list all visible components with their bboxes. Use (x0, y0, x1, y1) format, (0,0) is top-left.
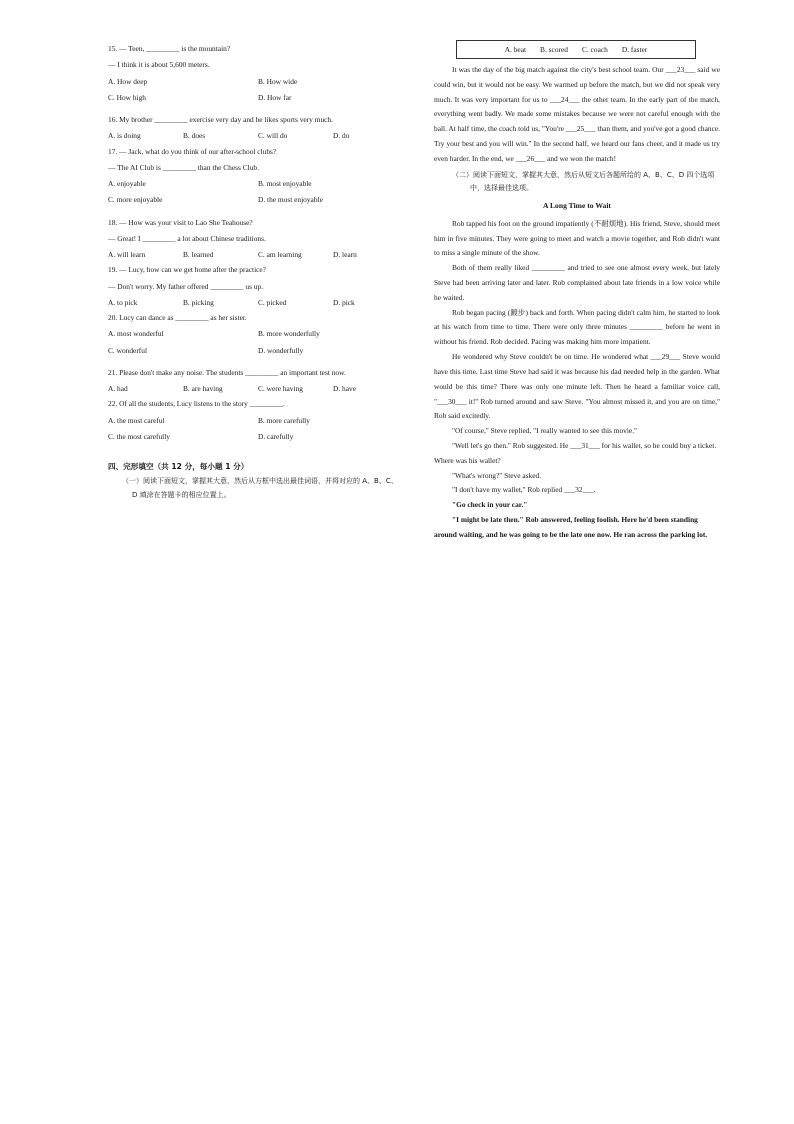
answer-option: A. enjoyable (108, 179, 146, 188)
question-number: 21. (108, 367, 118, 377)
question-text: — Teen, _________ is the mountain? (119, 44, 231, 53)
right-column (434, 40, 720, 543)
question-response: — The AI Club is _________ than the Chess Club. (108, 162, 259, 172)
word-option: C. coach (581, 44, 608, 54)
answer-option: A. most wonderful (108, 329, 164, 339)
answer-options (108, 298, 408, 307)
question-text: — How was your visit to Lao She Teahouse? (119, 217, 253, 227)
question-number: 20. (108, 313, 118, 322)
question-stem (108, 368, 408, 377)
answer-options (108, 77, 408, 110)
story-paragraph: Rob tapped his foot on the ground impatiently (不耐烦地). His friend, Steve, should meet him in five minutes. They were going to meet and watch a movie together, and Rob didn't want to miss a single minute of the show. (434, 218, 720, 258)
question-stem (108, 218, 408, 227)
word-option: A. beat (504, 44, 527, 54)
answer-option: D. pick (333, 297, 355, 307)
answer-option: C. am learning (258, 250, 302, 259)
question-text: Lucy can dance as _________ as her sister. (119, 313, 247, 322)
dialog-line: "I might be late then." Rob answered, feeling foolish. Here he'd been standing around waiting, and he was going to be the late one now. He ran across the parking lot. (434, 515, 708, 539)
answer-option: D. wonderfully (258, 345, 304, 355)
section-four-b-instruction-line-2: 中，选择最佳选项。 (470, 183, 533, 192)
dialog-line: "Well let's go then." Rob suggested. He ___31___ for his wallet, so he could buy a ticket. Where was his wallet? (434, 440, 717, 465)
story-paragraph: Both of them really liked _________ and tried to see one almost every week, but lately Steve had been arriving later and later. Rob complained about late friends in a low voice while he waited. (434, 263, 720, 302)
answer-option: D. learn (333, 250, 357, 259)
answer-options (108, 131, 408, 140)
question-stem (108, 147, 408, 156)
section-four-title: 四、完形填空（共 12 分，每小题 1 分） (108, 462, 249, 471)
question-18 (108, 218, 408, 260)
question-number: 16. (108, 115, 118, 124)
story-title: A Long Time to Wait (543, 201, 611, 211)
answer-option: B. are having (183, 384, 223, 393)
answer-option: D. the most enjoyable (258, 195, 323, 205)
answer-option: A. to pick (108, 297, 138, 307)
dialog-line: "I don't have my wallet," Rob replied ___32___. (452, 485, 596, 495)
answer-option: C. were having (258, 384, 303, 393)
answer-option: D. do (333, 131, 350, 141)
answer-option: B. most enjoyable (258, 179, 312, 188)
question-number: 17. (108, 146, 118, 156)
story-paragraphs (434, 217, 720, 424)
section-four-instruction (108, 475, 408, 502)
story-paragraph: Rob began pacing (踱步) back and forth. When pacing didn't calm him, he started to look at his watch from time to time. There were only three minutes _________ before he went in without his friend. Rob decided. Pacing was making him more impatient. (434, 307, 720, 347)
section-four-instruction-line-2: D 填涂在答题卡的相应位置上。 (132, 490, 231, 499)
question-number: 22. (108, 399, 118, 409)
answer-option: A. had (108, 384, 128, 393)
answer-option: A. will learn (108, 250, 146, 259)
cloze-passage-one (434, 63, 720, 167)
question-21 (108, 368, 408, 394)
answer-options (108, 329, 408, 362)
answer-option: B. more carefully (258, 415, 310, 425)
answer-option: C. wonderful (108, 345, 147, 355)
story-dialog (434, 424, 720, 543)
section-four-b-instruction (434, 169, 720, 196)
answer-option: B. How wide (258, 76, 298, 86)
answer-option: D. How far (258, 92, 292, 102)
story-paragraph: He wondered why Steve couldn't be on time. He wondered what ___29___ Steve would have this time. Last time Steve had said it was because his dad needed help in the garden. What would be this time? There was only one minute left. Then he heard a familiar voice call, "___30___ it!" Rob turned around and saw Steve. "You almost missed it, and you are on time," Rob said excitedly. (434, 352, 720, 421)
question-stem (108, 115, 408, 124)
question-stem (108, 399, 408, 408)
answer-option: B. learned (183, 250, 214, 259)
question-stem (108, 265, 408, 274)
question-response: — Don't worry. My father offered _________ us up. (108, 281, 264, 291)
word-box (456, 40, 696, 59)
question-stem (108, 313, 408, 322)
answer-option: B. more wonderfully (258, 329, 320, 339)
dialog-line: "What's wrong?" Steve asked. (452, 470, 542, 480)
grammar-questions (108, 44, 408, 448)
passage-paragraph: It was the day of the big match against the city's best school team. Our ___23___ said we could win, but it would not be easy. We warmed up before the match, but we did not speak very much. It was very important for us to ___24___ the other team. In the early part of the match, everything went badly. We made some mistakes because we were not careful enough with the ball. At half time, the coach told us, "You're ___25___ than them, and you've got a good chance. Try your best and you will win." In the second half, we heard our fans cheer, and it made us try even harder. In the end, we ___26___ and we won the match! (434, 65, 720, 163)
answer-options (108, 416, 408, 449)
question-15 (108, 44, 408, 109)
question-17 (108, 147, 408, 212)
answer-option: C. How high (108, 92, 146, 102)
question-number: 18. (108, 217, 118, 227)
question-20 (108, 313, 408, 362)
answer-option: C. the most carefully (108, 431, 170, 441)
question-text: Of all the students, Lucy listens to the story _________. (119, 399, 285, 409)
answer-options (108, 384, 408, 393)
answer-option: D. have (333, 384, 356, 393)
question-stem (108, 44, 408, 53)
question-16 (108, 115, 408, 141)
question-text: My brother _________ exercise very day and he likes sports very much. (119, 115, 333, 124)
question-response: — Great! I _________ a lot about Chinese traditions. (108, 233, 266, 243)
question-number: 19. (108, 265, 118, 275)
answer-option: C. picked (258, 297, 287, 307)
answer-option: C. will do (258, 131, 288, 141)
section-four-instruction-line-1: （一）阅读下面短文，掌握其大意，然后从方框中选出最佳词语，并将对应的 A、B、C、 (122, 477, 398, 486)
question-text: Please don't make any noise. The students _________ an important test now. (119, 367, 346, 377)
answer-options (108, 250, 408, 259)
answer-option: D. carefully (258, 431, 294, 441)
answer-option: A. How deep (108, 76, 148, 86)
word-option: B. scored (540, 44, 568, 54)
question-text: — Jack, what do you think of our after-school clubs? (119, 146, 277, 156)
word-option: D. faster (621, 44, 648, 54)
dialog-line: "Go check in your car." (452, 500, 528, 510)
answer-options (108, 179, 408, 212)
answer-option: A. is doing (108, 131, 141, 141)
answer-option: C. more enjoyable (108, 195, 163, 205)
question-response: — I think it is about 5,600 meters. (108, 60, 210, 70)
question-number: 15. (108, 44, 118, 53)
dialog-line: "Of course," Steve replied, "I really wanted to see this movie." (452, 426, 638, 436)
section-four-b-instruction-line-1: （二）阅读下面短文，掌握其大意，然后从短文后各题所给的 A、B、C、D 四个选项 (452, 170, 715, 179)
question-22 (108, 399, 408, 448)
left-column (108, 44, 408, 502)
answer-option: B. picking (183, 297, 214, 307)
question-text: — Lucy, how can we get home after the practice? (119, 265, 266, 275)
answer-option: B. does (183, 131, 206, 141)
answer-option: A. the most careful (108, 415, 165, 425)
question-19 (108, 265, 408, 307)
